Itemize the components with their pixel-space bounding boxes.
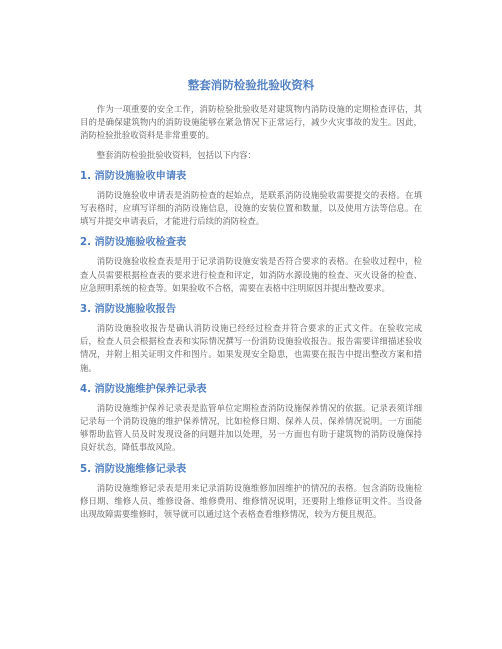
section-heading-1: 1. 消防设施验收申请表 [80, 170, 187, 182]
section-body-4: 消防设施维护保养记录表是监管单位定期检查消防设施保养情况的依据。记录表须详细记录每一个消防设施的维护保养情况，比如检修日期、保养人员、保养情况说明。一方面能够帮助监管人员及时发现设备的问题并加以处理，另一方面也有助于建筑物的消防设施保持良好状态，降低事故风险。 [80, 402, 422, 453]
section-heading-3: 3. 消防设施验收报告 [80, 304, 177, 316]
section-heading-2: 2. 消防设施验收检查表 [80, 237, 187, 249]
section-body-1: 消防设施验收申请表是消防检查的起始点，是联系消防设施验收需要提交的表格。在填写表格时，应填写详细的消防设施信息，设施的安装位置和数量，以及使用方法等信息。在填写并提交申请表后，才能进行后续的消防检查。 [80, 189, 422, 227]
section-heading-5: 5. 消防设施维修记录表 [80, 463, 187, 475]
section-body-3: 消防设施验收报告是确认消防设施已经经过检查并符合要求的正式文件。在验收完成后，检查人员会根据检查表和实际情况撰写一份消防设施验收报告。报告需要详细描述验收情况，并附上相关证明文件和图片。如果发现安全隐患，也需要在报告中提出整改方案和措施。 [80, 323, 422, 373]
lead-paragraph: 整套消防检验批验收资料，包括以下内容： [96, 149, 256, 160]
document-title: 整套消防检验批验收资料 [187, 78, 315, 92]
section-body-5: 消防设施维修记录表是用来记录消防设施维修加固维护的情况的表格。包含消防设施检修日期、维修人员、维修设备、维修费用、维修情况说明，还要附上维修证明文件。当设备出现故障需要维修时，领导就可以通过这个表格查看维修情况，较为方便且规范。 [80, 482, 422, 520]
section-heading-4: 4. 消防设施维护保养记录表 [80, 383, 207, 395]
section-body-2: 消防设施验收检查表是用于记录消防设施安装是否符合要求的表格。在验收过程中，检查人员需要根据检查表的要求进行检查和评定，如消防水源设施的检查、灭火设备的检查、应急照明系统的检查等。如果验收不合格，需要在表格中注明原因并提出整改要求。 [80, 256, 422, 293]
intro-paragraph: 作为一项重要的安全工作，消防检验批验收是对建筑物内消防设施的定期检查评估，其目的是确保建筑物内的消防设施能够在紧急情况下正常运行，减少火灾事故的发生。因此，消防检验批验收资料是非常重要的。 [80, 104, 422, 141]
